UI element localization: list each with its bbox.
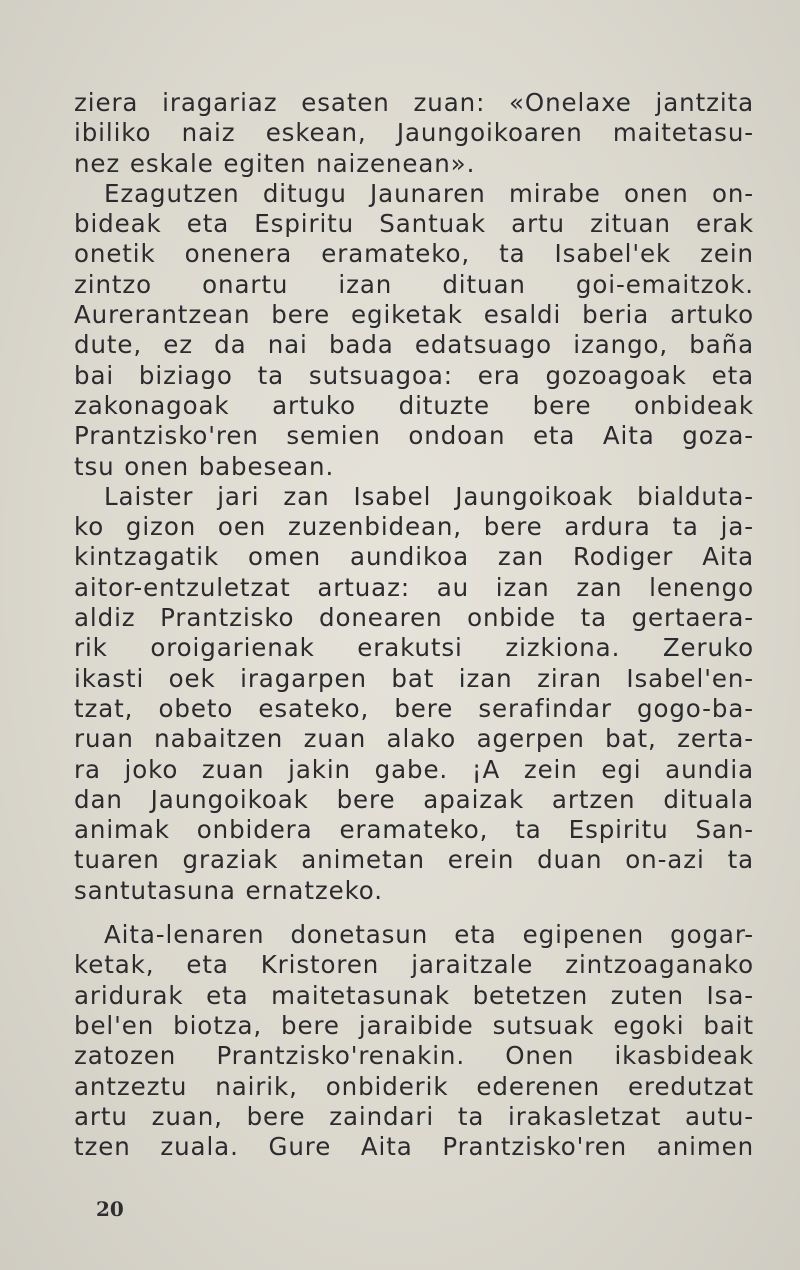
text-line: ziera iragariaz esaten zuan: «Onelaxe jantzita	[74, 88, 754, 117]
text-line: kintzagatik omen aundikoa zan Rodiger Aita	[74, 542, 754, 572]
text-line: santutasuna ernatzeko.	[74, 875, 383, 905]
text-line: aldiz Prantzisko donearen onbide ta gertaera-	[74, 603, 754, 633]
text-line: ra joko zuan jakin gabe. ¡A zein egi aundia	[74, 754, 754, 784]
text-line: Ezagutzen ditugu Jaunaren mirabe onen on-	[104, 178, 754, 208]
text-line: tuaren graziak animetan erein duan on-azi ta	[74, 845, 754, 875]
page-number: 20	[96, 1197, 124, 1221]
text-line: dan Jaungoikoak bere apaizak artzen dituala	[74, 784, 754, 814]
text-line: Laister jari zan Isabel Jaungoikoak bialduta-	[104, 481, 754, 511]
text-line: tzen zuala. Gure Aita Prantzisko'ren animen	[74, 1132, 754, 1162]
text-line: bideak eta Espiritu Santuak artu zituan erak	[74, 209, 754, 239]
text-line: Prantzisko'ren semien ondoan eta Aita goza-	[74, 421, 754, 451]
text-line: Aita-lenaren donetasun eta egipenen gogar-	[104, 920, 754, 950]
text-line: bai biziago ta sutsuagoa: era gozoagoak eta	[74, 360, 754, 390]
text-line: tzat, obeto esateko, bere serafindar gogo-ba-	[74, 693, 754, 723]
text-line: bel'en biotza, bere jaraibide sutsuak egoki bait	[74, 1010, 754, 1040]
text-line: nez eskale egiten naizenean».	[74, 148, 476, 178]
text-line: ibiliko naiz eskean, Jaungoikoaren maitetasu-	[74, 118, 754, 148]
text-line: zatozen Prantzisko'renakin. Onen ikasbideak	[74, 1041, 754, 1071]
text-line: aitor-entzuletzat artuaz: au izan zan lenengo	[74, 572, 754, 602]
text-line: onetik onenera eramateko, ta Isabel'ek zein	[74, 239, 754, 269]
text-line: rik oroigarienak erakutsi zizkiona. Zeruko	[74, 633, 754, 663]
text-line: ikasti oek iragarpen bat izan ziran Isabel'en-	[74, 663, 754, 693]
text-line: artu zuan, bere zaindari ta irakasletzat autu-	[74, 1101, 754, 1131]
text-line: ruan nabaitzen zuan alako agerpen bat, zerta-	[74, 724, 754, 754]
body-text	[74, 88, 754, 1162]
text-line: ketak, eta Kristoren jaraitzale zintzoaganako	[74, 950, 754, 980]
text-line: antzeztu nairik, onbiderik ederenen eredutzat	[74, 1071, 754, 1101]
paragraph	[74, 482, 754, 906]
text-line: ko gizon oen zuzenbidean, bere ardura ta ja-	[74, 512, 754, 542]
paragraph	[74, 179, 754, 482]
text-line: animak onbidera eramateko, ta Espiritu San-	[74, 815, 754, 845]
text-line: Aurerantzean bere egiketak esaldi beria artuko	[74, 300, 754, 330]
text-line: zintzo onartu izan dituan goi-emaitzok.	[74, 269, 754, 299]
text-line: zakonagoak artuko dituzte bere onbideak	[74, 390, 754, 420]
paragraph	[74, 920, 754, 1162]
paragraph	[74, 88, 754, 179]
text-line: dute, ez da nai bada edatsuago izango, baña	[74, 330, 754, 360]
text-line: aridurak eta maitetasunak betetzen zuten Isa-	[74, 980, 754, 1010]
text-line: tsu onen babesean.	[74, 451, 335, 481]
